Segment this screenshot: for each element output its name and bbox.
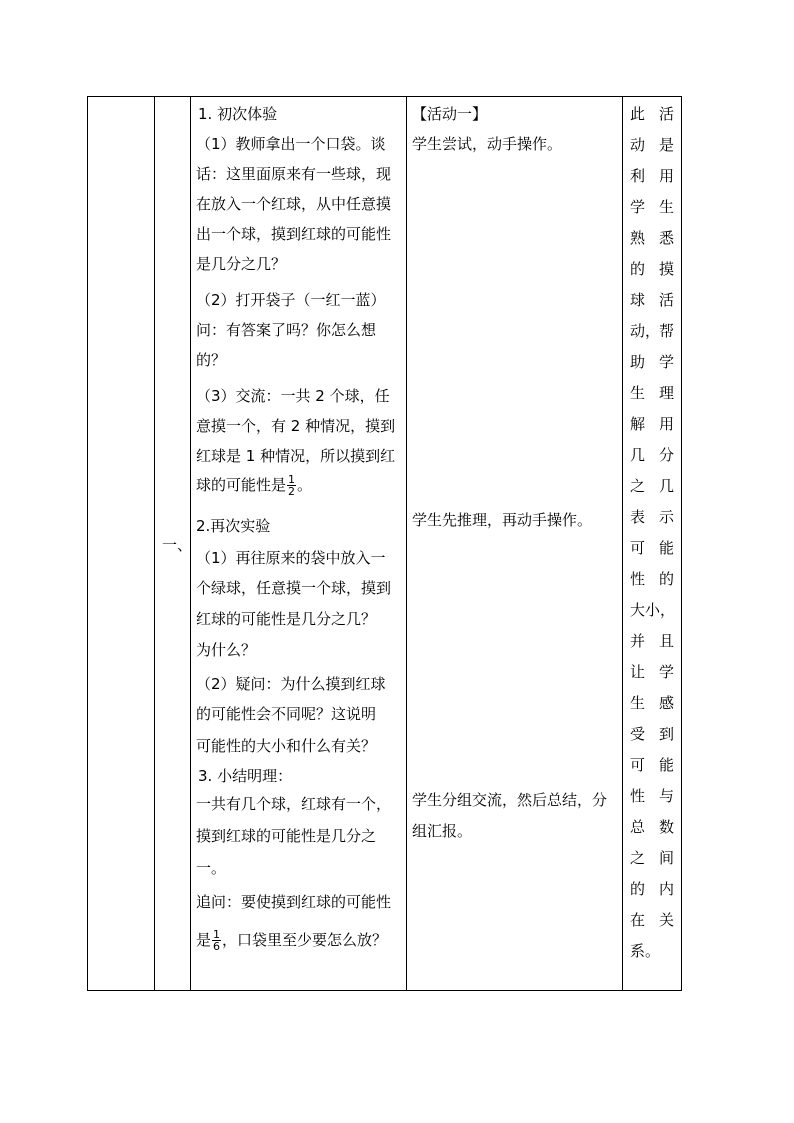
intent-char: 之 (630, 849, 646, 867)
intent-char: 球 (630, 291, 646, 309)
intent-char: 的 (630, 260, 646, 278)
fraction-numerator: 1 (288, 473, 296, 486)
intent-char: 熟 (630, 229, 646, 247)
process-line: 为什么？ (196, 641, 257, 659)
process-line: 的？ (196, 351, 227, 369)
intent-char: 且 (659, 632, 675, 650)
intent-char: 数 (659, 818, 675, 836)
intent-char: 动， (630, 322, 661, 340)
intent-char: 感 (659, 694, 675, 712)
process-line: 问：有答案了吗？你怎么想 (196, 321, 377, 339)
process-line: 摸到红球的可能性是几分之 (196, 827, 377, 845)
intent-char: 学 (659, 353, 675, 371)
intent-char: 动 (630, 136, 646, 154)
fraction-denominator: 6 (213, 940, 221, 953)
section-number: 一、 (162, 536, 193, 554)
activity-title: 【活动一】 (412, 105, 488, 123)
process-line-text: 球的可能性是 (196, 476, 287, 494)
lesson-table (87, 96, 682, 991)
process-line: （2）疑问：为什么摸到红球 (196, 675, 386, 693)
teaching-process-cell (190, 97, 406, 990)
process-line: 出一个球，摸到红球的可能性 (196, 225, 392, 243)
process-line-text: 是 (196, 931, 212, 949)
process-line: 2.再次实验 (196, 517, 271, 535)
intent-char: 利 (630, 167, 646, 185)
intent-char: 助 (630, 353, 646, 371)
intent-char: 学 (630, 198, 646, 216)
intent-char: 之 (630, 477, 646, 495)
intent-char: 分 (659, 446, 675, 464)
intent-char: 性 (630, 787, 646, 805)
process-line: 意摸一个，有 2 种情况，摸到 (196, 417, 396, 435)
process-line: 1. 初次体验 (198, 105, 278, 123)
intent-char: 内 (659, 880, 675, 898)
intent-char: 摸 (659, 260, 675, 278)
intent-char: 此 (630, 105, 646, 123)
empty-column-cell (88, 97, 154, 990)
process-line: 的可能性会不同呢？这说明 (196, 705, 377, 723)
intent-char: 几 (659, 477, 675, 495)
design-intent-cell (622, 97, 682, 990)
intent-char: 受 (630, 725, 646, 743)
student-line: 学生分组交流，然后总结，分 (412, 791, 608, 809)
intent-char: 到 (659, 725, 675, 743)
process-line: 是几分之几？ (196, 255, 287, 273)
intent-char: 是 (659, 136, 675, 154)
intent-char: 与 (659, 787, 675, 805)
fraction-denominator: 2 (288, 485, 296, 498)
intent-char: 学 (659, 663, 675, 681)
intent-char: 可 (630, 756, 646, 774)
intent-char: 让 (630, 663, 646, 681)
fraction-suffix: 。 (297, 476, 313, 494)
intent-char: 生 (630, 384, 646, 402)
intent-char: 活 (659, 291, 675, 309)
process-line: （1）再往原来的袋中放入一 (196, 549, 386, 567)
process-line-with-fraction (196, 474, 312, 497)
intent-char: 的 (659, 570, 675, 588)
fraction-numerator: 1 (213, 928, 221, 941)
process-line-with-fraction (196, 929, 387, 952)
process-line: 一。 (196, 859, 227, 877)
intent-char: 的 (630, 880, 646, 898)
process-line: 可能性的大小和什么有关？ (196, 737, 377, 755)
process-line: （1）教师拿出一个口袋。谈 (196, 135, 386, 153)
section-number-cell (154, 97, 193, 990)
process-line: 红球的可能性是几分之几？ (196, 610, 377, 628)
process-line: 一共有几个球，红球有一个， (196, 795, 392, 813)
student-line: 学生先推理，再动手操作。 (412, 511, 593, 529)
process-line-text: ，口袋里至少要怎么放？ (222, 931, 388, 949)
intent-char: 关 (659, 911, 675, 929)
intent-char: 生 (659, 198, 675, 216)
process-line: 话：这里面原来有一些球，现 (196, 165, 392, 183)
process-line: 个绿球，任意摸一个球，摸到 (196, 579, 392, 597)
intent-char: 能 (659, 756, 675, 774)
intent-char: 并 (630, 632, 646, 650)
intent-char: 表 (630, 508, 646, 526)
intent-char: 性 (630, 570, 646, 588)
intent-char: 总 (630, 818, 646, 836)
intent-char: 生 (630, 694, 646, 712)
intent-char: 悉 (659, 229, 675, 247)
fraction-one-sixth (212, 929, 221, 952)
student-activity-cell (406, 97, 622, 990)
process-line: 追问：要使摸到红球的可能性 (196, 893, 392, 911)
intent-char: 间 (659, 849, 675, 867)
intent-char: 活 (659, 105, 675, 123)
intent-char: 在 (630, 911, 646, 929)
intent-char: 用 (659, 415, 675, 433)
intent-char: 解 (630, 415, 646, 433)
intent-char: 大小， (630, 601, 676, 619)
intent-char: 可 (630, 539, 646, 557)
process-line: 红球是 1 种情况，所以摸到红 (196, 447, 396, 465)
fraction-one-half (287, 474, 296, 497)
student-line: 组汇报。 (412, 822, 473, 840)
intent-char: 示 (659, 508, 675, 526)
student-line: 学生尝试，动手操作。 (412, 135, 563, 153)
intent-char: 能 (659, 539, 675, 557)
intent-char: 几 (630, 446, 646, 464)
process-line: （2）打开袋子（一红一蓝） (196, 291, 386, 309)
intent-char: 帮 (659, 322, 675, 340)
intent-char: 用 (659, 167, 675, 185)
process-line: （3）交流：一共 2 个球，任 (196, 387, 390, 405)
process-line: 在放入一个红球，从中任意摸 (196, 195, 392, 213)
intent-char: 系。 (630, 942, 661, 960)
intent-char: 理 (659, 384, 675, 402)
process-line: 3. 小结明理： (198, 767, 293, 785)
